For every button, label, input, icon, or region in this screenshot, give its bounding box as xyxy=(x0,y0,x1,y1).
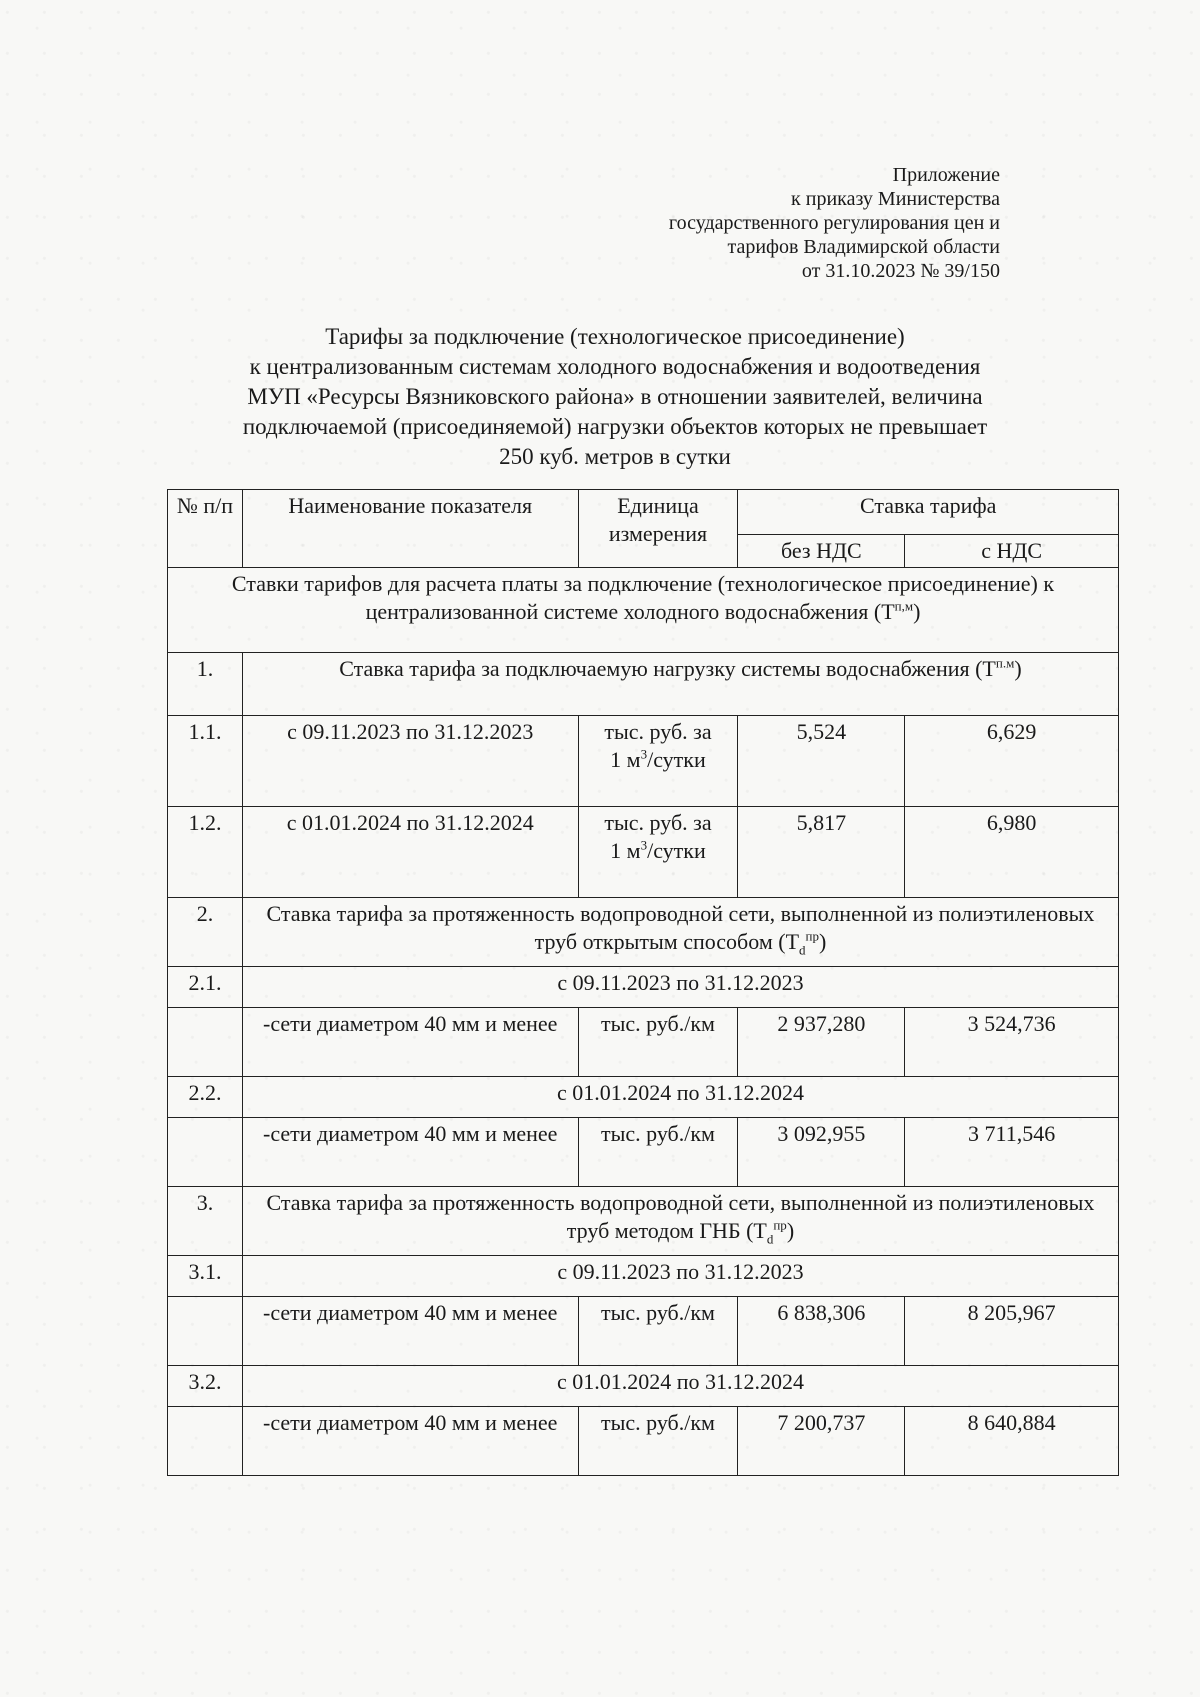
row-vat: 6,629 xyxy=(905,716,1119,807)
row-novat: 7 200,737 xyxy=(738,1407,905,1476)
row-num-empty xyxy=(168,1008,243,1077)
header-unit: Единица измерения xyxy=(578,490,738,568)
row-name: -сети диаметром 40 мм и менее xyxy=(242,1297,578,1366)
header-vat: с НДС xyxy=(905,535,1119,568)
header-num: № п/п xyxy=(168,490,243,568)
row-period: с 09.11.2023 по 31.12.2023 xyxy=(242,967,1118,1008)
row-title-sub: d xyxy=(799,942,806,958)
row-period: с 01.01.2024 по 31.12.2024 xyxy=(242,1077,1118,1118)
unit-sup: 3 xyxy=(640,837,648,853)
document-title xyxy=(150,322,1080,472)
row-vat: 6,980 xyxy=(905,807,1119,898)
table-row xyxy=(168,653,1119,716)
table-row xyxy=(168,1407,1119,1476)
row-unit xyxy=(578,807,738,898)
section-row xyxy=(168,568,1119,653)
header-rate: Ставка тарифа xyxy=(738,490,1119,535)
row-num: 2. xyxy=(168,898,243,967)
row-period: с 09.11.2023 по 31.12.2023 xyxy=(242,1256,1118,1297)
appendix-line: от 31.10.2023 № 39/150 xyxy=(801,260,1000,282)
table-row xyxy=(168,967,1119,1008)
row-num: 2.1. xyxy=(168,967,243,1008)
row-title-sup: п.м xyxy=(995,655,1015,671)
table-row xyxy=(168,898,1119,967)
row-title-sup: пр xyxy=(805,928,819,944)
appendix-line: Приложение xyxy=(892,164,1000,186)
row-title-sub: d xyxy=(766,1231,774,1247)
table-row xyxy=(168,1297,1119,1366)
row-novat: 5,817 xyxy=(738,807,905,898)
row-novat: 6 838,306 xyxy=(738,1297,905,1366)
title-line: МУП «Ресурсы Вязниковского района» в отношении заявителей, величина xyxy=(247,384,983,409)
row-unit: тыс. руб./км xyxy=(578,1407,738,1476)
table-row xyxy=(168,1187,1119,1256)
row-name: с 09.11.2023 по 31.12.2023 xyxy=(242,716,578,807)
title-line: 250 куб. метров в сутки xyxy=(499,444,731,469)
row-novat: 3 092,955 xyxy=(738,1118,905,1187)
appendix-line: тарифов Владимирской области xyxy=(727,236,1000,258)
row-novat: 2 937,280 xyxy=(738,1008,905,1077)
row-num: 1.1. xyxy=(168,716,243,807)
row-name: с 01.01.2024 по 31.12.2024 xyxy=(242,807,578,898)
row-num: 1.2. xyxy=(168,807,243,898)
table-row xyxy=(168,1118,1119,1187)
unit-part: 1 м xyxy=(610,838,641,863)
section-title-close: ) xyxy=(913,599,921,624)
row-num: 3. xyxy=(168,1187,243,1256)
row-title xyxy=(242,1187,1118,1256)
row-vat: 8 205,967 xyxy=(905,1297,1119,1366)
row-vat: 3 711,546 xyxy=(905,1118,1119,1187)
row-novat: 5,524 xyxy=(738,716,905,807)
row-title-close: ) xyxy=(1014,656,1022,681)
row-title-close: ) xyxy=(818,929,827,954)
row-name: -сети диаметром 40 мм и менее xyxy=(242,1407,578,1476)
row-title-text: Ставка тарифа за подключаемую нагрузку системы водоснабжения (Т xyxy=(339,656,996,681)
row-unit: тыс. руб./км xyxy=(578,1008,738,1077)
row-num: 3.1. xyxy=(168,1256,243,1297)
row-unit xyxy=(578,716,738,807)
unit-part: /сутки xyxy=(647,838,706,863)
row-title-sup: пр xyxy=(773,1217,787,1233)
row-title xyxy=(242,653,1118,716)
title-line: подключаемой (присоединяемой) нагрузки объектов которых не превышает xyxy=(242,414,988,439)
row-period: с 01.01.2024 по 31.12.2024 xyxy=(242,1366,1118,1407)
unit-sup: 3 xyxy=(640,746,648,762)
row-name: -сети диаметром 40 мм и менее xyxy=(242,1118,578,1187)
row-title-text: Ставка тарифа за протяженность водопроводной сети, выполненной из полиэтиленовых труб открытым способом (Т xyxy=(266,901,1095,954)
table-row xyxy=(168,1008,1119,1077)
row-num: 3.2. xyxy=(168,1366,243,1407)
row-name: -сети диаметром 40 мм и менее xyxy=(242,1008,578,1077)
section-title xyxy=(168,568,1119,653)
unit-part: /сутки xyxy=(647,747,706,772)
unit-part: тыс. руб. за xyxy=(604,810,712,835)
row-title-close: ) xyxy=(786,1218,795,1243)
row-title xyxy=(242,898,1118,967)
row-num-empty xyxy=(168,1118,243,1187)
header-row xyxy=(168,490,1119,535)
table-row xyxy=(168,1077,1119,1118)
table-row xyxy=(168,716,1119,807)
row-num: 1. xyxy=(168,653,243,716)
section-title-sup: п,м xyxy=(894,598,914,614)
table-row xyxy=(168,1366,1119,1407)
row-num-empty xyxy=(168,1297,243,1366)
title-line: к централизованным системам холодного водоснабжения и водоотведения xyxy=(249,354,981,379)
row-unit: тыс. руб./км xyxy=(578,1297,738,1366)
row-num: 2.2. xyxy=(168,1077,243,1118)
header-novat: без НДС xyxy=(738,535,905,568)
unit-part: тыс. руб. за xyxy=(604,719,712,744)
tariff-table xyxy=(167,489,1119,1476)
table-row xyxy=(168,1256,1119,1297)
row-num-empty xyxy=(168,1407,243,1476)
unit-part: 1 м xyxy=(610,747,641,772)
appendix-line: к приказу Министерства xyxy=(791,188,1000,210)
header-name: Наименование показателя xyxy=(242,490,578,568)
appendix-line: государственного регулирования цен и xyxy=(668,212,1000,234)
appendix-note xyxy=(580,163,1000,283)
section-title-text: Ставки тарифов для расчета платы за подключение (технологическое присоединение) к централизованной системе холодного водоснабжения (Т xyxy=(231,571,1055,624)
row-vat: 8 640,884 xyxy=(905,1407,1119,1476)
row-unit: тыс. руб./км xyxy=(578,1118,738,1187)
title-line: Тарифы за подключение (технологическое присоединение) xyxy=(325,324,905,349)
table-row xyxy=(168,807,1119,898)
row-title-text: Ставка тарифа за протяженность водопроводной сети, выполненной из полиэтиленовых труб методом ГНБ (Т xyxy=(266,1190,1095,1243)
row-vat: 3 524,736 xyxy=(905,1008,1119,1077)
